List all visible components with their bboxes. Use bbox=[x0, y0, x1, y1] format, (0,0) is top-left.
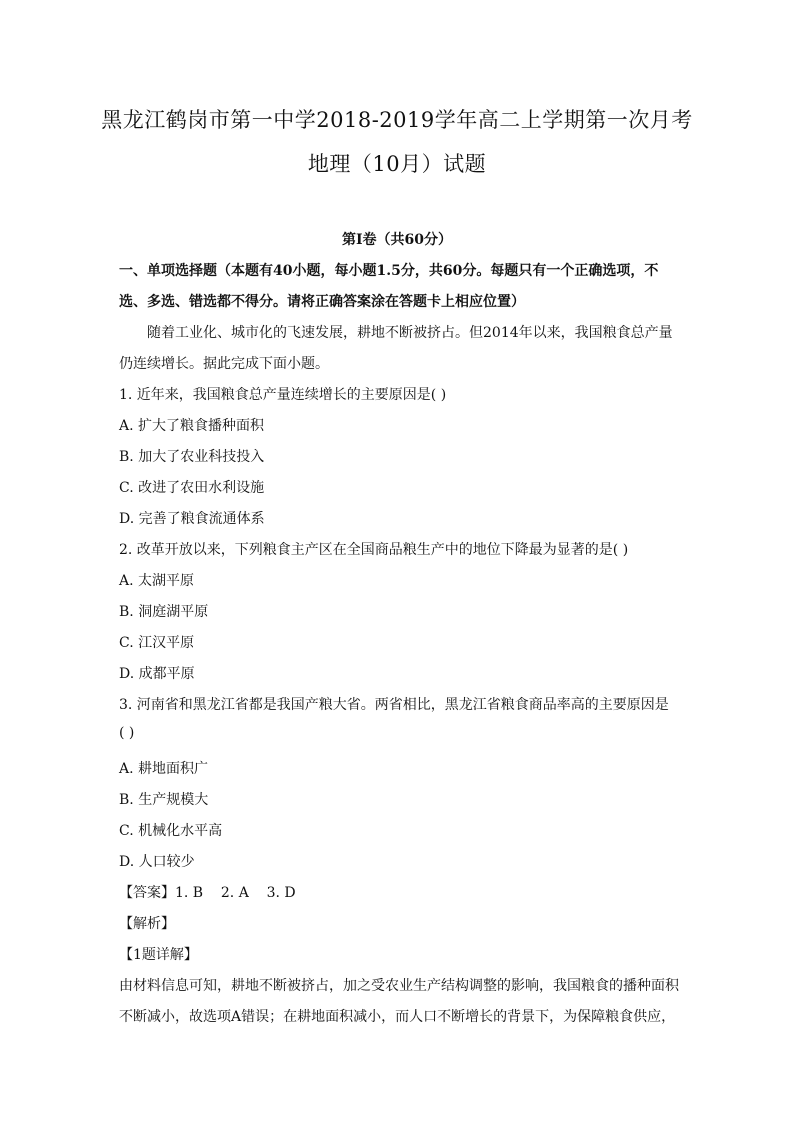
material-line-2: 仍连续增长。据此完成下面小题。 bbox=[119, 356, 329, 372]
question-3-option-d: D. 人口较少 bbox=[119, 854, 195, 870]
question-1-option-b: B. 加大了农业科技投入 bbox=[119, 449, 265, 465]
section-heading: 第Ⅰ卷（共60分） bbox=[341, 232, 453, 248]
detail-line-2: 不断减小，故选项A错误；在耕地面积减小，而人口不断增长的背景下，为保障粮食供应， bbox=[119, 1009, 676, 1025]
question-1-stem: 1. 近年来，我国粮食总产量连续增长的主要原因是( ) bbox=[119, 387, 447, 403]
question-3-option-b: B. 生产规模大 bbox=[119, 792, 209, 808]
question-1-option-a: A. 扩大了粮食播种面积 bbox=[119, 418, 265, 434]
question-2-option-a: A. 太湖平原 bbox=[119, 573, 195, 589]
question-3-option-c: C. 机械化水平高 bbox=[119, 823, 223, 839]
question-1-option-d: D. 完善了粮食流通体系 bbox=[119, 511, 265, 527]
question-3-stem: 3. 河南省和黑龙江省都是我国产粮大省。两省相比，黑龙江省粮食商品率高的主要原因是 bbox=[119, 697, 669, 713]
question-1-option-c: C. 改进了农田水利设施 bbox=[119, 480, 265, 496]
detail-label: 【1题详解】 bbox=[119, 947, 198, 963]
detail-line-1: 由材料信息可知，耕地不断被挤占，加之受农业生产结构调整的影响，我国粮食的播种面积 bbox=[119, 978, 679, 994]
answer-line: 【答案】1. B 2. A 3. D bbox=[119, 885, 296, 901]
exam-title: 黑龙江鹤岗市第一中学2018-2019学年高二上学期第一次月考 bbox=[101, 108, 693, 132]
analysis-label: 【解析】 bbox=[119, 916, 175, 932]
exam-subtitle: 地理（10月）试题 bbox=[307, 152, 487, 176]
section-instructions-line-2: 选、多选、错选都不得分。请将正确答案涂在答题卡上相应位置） bbox=[119, 294, 525, 310]
question-3-stem-continued: ( ) bbox=[119, 725, 135, 741]
question-2-option-d: D. 成都平原 bbox=[119, 666, 195, 682]
question-3-option-a: A. 耕地面积广 bbox=[119, 761, 209, 777]
question-2-stem: 2. 改革开放以来，下列粮食主产区在全国商品粮生产中的地位下降最为显著的是( ) bbox=[119, 542, 629, 558]
section-instructions-line-1: 一、单项选择题（本题有40小题，每小题1.5分，共60分。每题只有一个正确选项，不 bbox=[119, 263, 659, 279]
question-2-option-c: C. 江汉平原 bbox=[119, 635, 195, 651]
question-2-option-b: B. 洞庭湖平原 bbox=[119, 604, 209, 620]
material-line-1: 随着工业化、城市化的飞速发展，耕地不断被挤占。但2014年以来，我国粮食总产量 bbox=[147, 325, 673, 341]
